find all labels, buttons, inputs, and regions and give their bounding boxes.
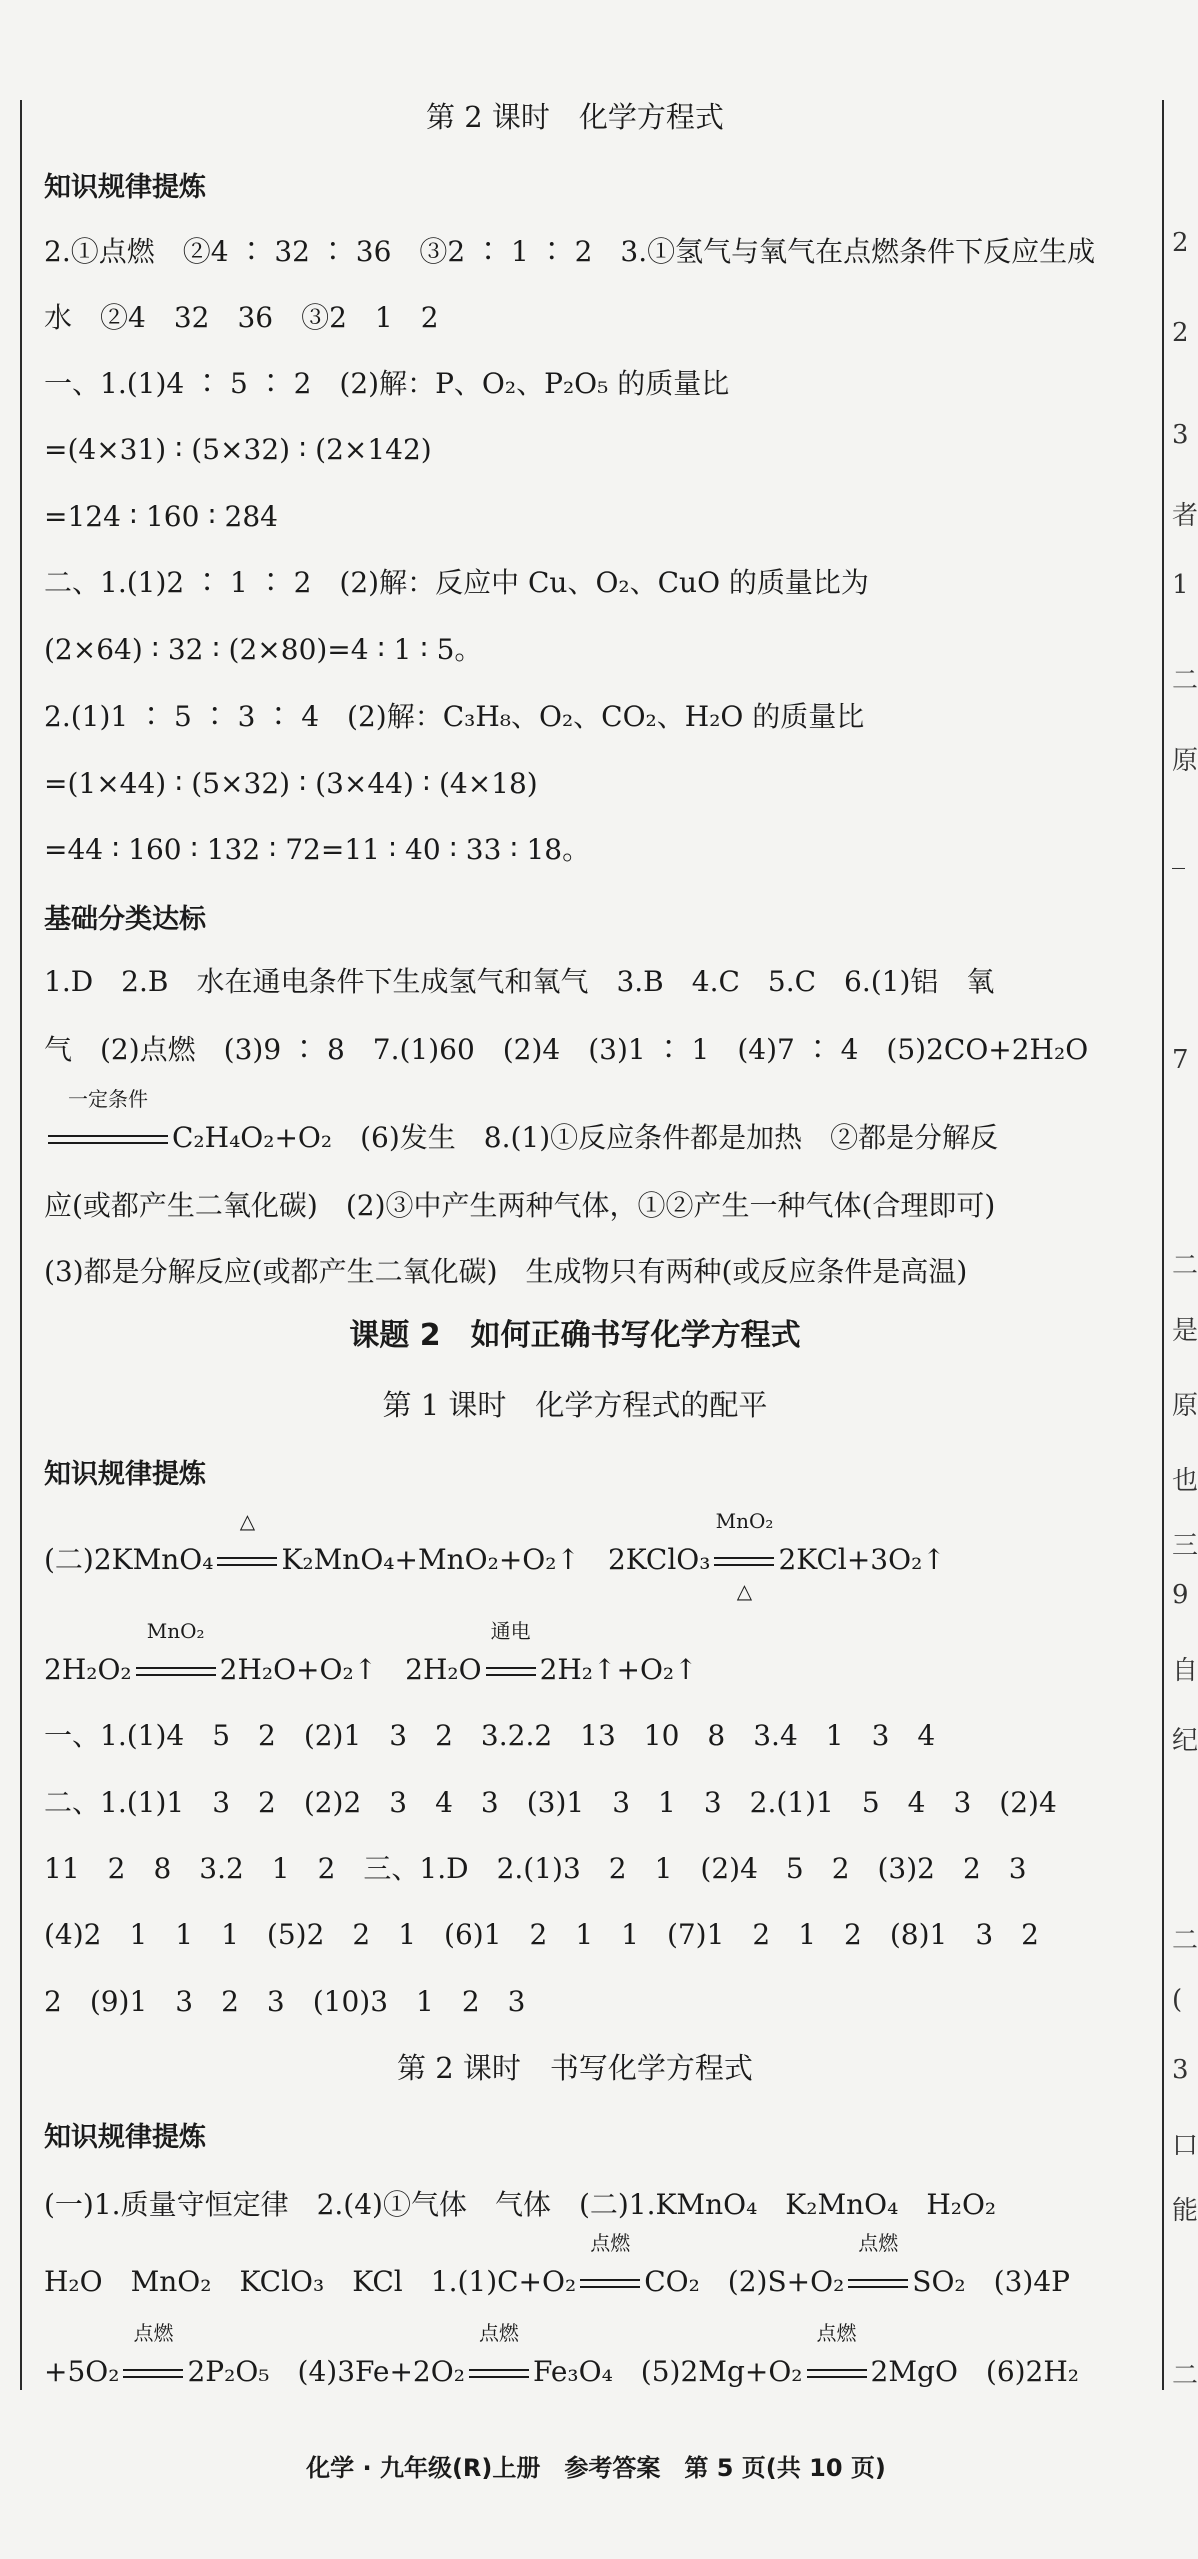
section-heading: 知识规律提炼 [44, 2122, 206, 2153]
right-edge-fragment: 2 [1172, 318, 1189, 348]
lesson-title: 第 2 课时 化学方程式 [426, 100, 724, 134]
right-edge-fragment: 9 [1172, 1580, 1189, 1610]
section-heading: 知识规律提炼 [44, 172, 206, 203]
right-edge-fragment: 能 [1172, 2196, 1198, 2226]
right-edge-fragment: 2 [1172, 228, 1189, 258]
right-edge-fragment: 二 [1172, 1926, 1198, 1956]
answer-text: SO₂ (3)4P [912, 2265, 1070, 2298]
page-footer: 化学 · 九年级(R)上册 参考答案 第 5 页(共 10 页) [306, 2454, 886, 2482]
answer-text: K₂MnO₄+MnO₂+O₂↑ 2KClO₃ [281, 1543, 711, 1576]
equation-line [44, 1619, 698, 1690]
answer-line: =(1×44) ∶ (5×32) ∶ (3×44) ∶ (4×18) [44, 767, 538, 800]
condition-label: △ [239, 1509, 256, 1533]
answer-line: 一、1.(1)4 5 2 (2)1 3 2 3.2.2 13 10 8 3.4 1 3 4 [44, 1719, 936, 1752]
answer-line: (2×64) ∶ 32 ∶ (2×80)=4 ∶ 1 ∶ 5。 [44, 633, 483, 666]
answer-line: (一)1.质量守恒定律 2.(4)①气体 气体 (二)1.KMnO₄ K₂MnO₄ H₂O₂ [44, 2188, 997, 2221]
equation-line [44, 1509, 946, 1603]
condition-label: △ [736, 1579, 753, 1603]
answer-line: 二、1.(1)2 ∶ 1 ∶ 2 (2)解：反应中 Cu、O₂、CuO 的质量比为 [44, 566, 869, 599]
answer-line: 2 (9)1 3 2 3 (10)3 1 2 3 [44, 1985, 526, 2018]
right-edge-fragment: 二 [1172, 666, 1198, 696]
right-edge-fragment: 7 [1172, 1045, 1189, 1075]
answer-text: C₂H₄O₂+O₂ (6)发生 8.(1)①反应条件都是加热 ②都是分解反 [172, 1121, 999, 1154]
right-edge-fragment: 三 [1172, 1531, 1198, 1561]
reaction-arrow [486, 1619, 536, 1690]
answer-line: 气 (2)点燃 (3)9 ∶ 8 7.(1)60 (2)4 (3)1 ∶ 1 (4)7 ∶ 4 (5)2CO+2H₂O [44, 1033, 1089, 1066]
answer-text: 2H₂↑+O₂↑ [539, 1653, 698, 1686]
answer-text: +5O₂ [44, 2355, 120, 2388]
condition-label: 一定条件 [68, 1087, 148, 1111]
right-edge-fragment: 二 [1172, 2361, 1198, 2391]
reaction-arrow [714, 1509, 774, 1603]
topic-title: 课题 2 如何正确书写化学方程式 [349, 1318, 801, 1353]
condition-label: 点燃 [858, 2231, 899, 2255]
left-column-rule [20, 100, 22, 2390]
reaction-arrow [123, 2321, 183, 2392]
right-edge-fragment: 1 [1172, 570, 1189, 600]
answer-text: (二)2KMnO₄ [44, 1543, 214, 1576]
right-edge-fragment: 也 [1172, 1466, 1198, 1496]
answer-text: H₂O MnO₂ KClO₃ KCl 1.(1)C+O₂ [44, 2265, 577, 2298]
right-edge-fragment: 二 [1172, 1251, 1198, 1281]
answer-line: 11 2 8 3.2 1 2 三、1.D 2.(1)3 2 1 (2)4 5 2 (3)2 2 3 [44, 1852, 1027, 1885]
answer-text: 2MgO (6)2H₂ [870, 2355, 1080, 2388]
right-edge-fragment: 3 [1172, 420, 1189, 450]
reaction-arrow [580, 2231, 640, 2302]
condition-label: 点燃 [478, 2321, 519, 2345]
answer-text: Fe₃O₄ (5)2Mg+O₂ [532, 2355, 803, 2388]
reaction-arrow [807, 2321, 867, 2392]
right-edge-fragment: 口 [1172, 2131, 1198, 2161]
answer-line: (3)都是分解反应(或都产生二氧化碳) 生成物只有两种(或反应条件是高温) [44, 1255, 968, 1288]
answer-line [44, 1087, 999, 1158]
lesson-title: 第 1 课时 化学方程式的配平 [382, 1388, 768, 1422]
right-edge-fragment: 原 [1172, 746, 1198, 776]
right-column-rule [1162, 100, 1164, 2390]
reaction-arrow [469, 2321, 529, 2392]
condition-label: 点燃 [590, 2231, 631, 2255]
equation-line [44, 2321, 1080, 2392]
right-edge-fragment: 纪 [1172, 1726, 1198, 1756]
answer-line: 2.①点燃 ②4 ∶ 32 ∶ 36 ③2 ∶ 1 ∶ 2 3.①氢气与氧气在点燃条件下反应生成 [44, 235, 1096, 268]
condition-label: 通电 [490, 1619, 531, 1643]
answer-text: CO₂ (2)S+O₂ [644, 2265, 845, 2298]
answer-line: 2.(1)1 ∶ 5 ∶ 3 ∶ 4 (2)解：C₃H₈、O₂、CO₂、H₂O 的质量比 [44, 700, 865, 733]
right-edge-fragment: 是 [1172, 1316, 1198, 1346]
answer-line: 应(或都产生二氧化碳) (2)③中产生两种气体，①②产生一种气体(合理即可) [44, 1189, 996, 1222]
answer-text: 2H₂O₂ [44, 1653, 132, 1686]
condition-label: MnO₂ [715, 1509, 774, 1533]
condition-label: 点燃 [816, 2321, 857, 2345]
answer-text: 2KCl+3O₂↑ [778, 1543, 946, 1576]
right-edge-fragment: ( [1172, 1985, 1183, 2015]
answer-text: 2H₂O+O₂↑ 2H₂O [219, 1653, 482, 1686]
right-edge-fragment: 3 [1172, 2055, 1189, 2085]
answer-line: =44 ∶ 160 ∶ 132 ∶ 72=11 ∶ 40 ∶ 33 ∶ 18。 [44, 833, 591, 866]
reaction-arrow [217, 1509, 277, 1580]
answer-line: 水 ②4 32 36 ③2 1 2 [44, 301, 439, 334]
condition-label: 点燃 [133, 2321, 174, 2345]
answer-line: =124 ∶ 160 ∶ 284 [44, 500, 278, 533]
condition-label: MnO₂ [146, 1619, 205, 1643]
answer-text: 2P₂O₅ (4)3Fe+2O₂ [187, 2355, 465, 2388]
equation-line [44, 2231, 1070, 2302]
answer-line: (4)2 1 1 1 (5)2 2 1 (6)1 2 1 1 (7)1 2 1 2 (8)1 3 2 [44, 1918, 1039, 1951]
answer-line: 二、1.(1)1 3 2 (2)2 3 4 3 (3)1 3 1 3 2.(1)1 5 4 3 (2)4 [44, 1786, 1057, 1819]
right-edge-fragment: _ [1172, 840, 1185, 870]
answer-line: 1.D 2.B 水在通电条件下生成氢气和氧气 3.B 4.C 5.C 6.(1)铝 氧 [44, 965, 995, 998]
reaction-arrow [136, 1619, 216, 1690]
reaction-arrow [48, 1087, 168, 1158]
right-edge-fragment: 自 [1172, 1656, 1198, 1686]
right-edge-fragment: 原 [1172, 1391, 1198, 1421]
section-heading: 知识规律提炼 [44, 1459, 206, 1490]
reaction-arrow [848, 2231, 908, 2302]
right-edge-fragment: 者 [1172, 501, 1198, 531]
answer-line: =(4×31) ∶ (5×32) ∶ (2×142) [44, 433, 432, 466]
lesson-title: 第 2 课时 书写化学方程式 [397, 2051, 753, 2085]
answer-line: 一、1.(1)4 ∶ 5 ∶ 2 (2)解：P、O₂、P₂O₅ 的质量比 [44, 367, 730, 400]
section-heading: 基础分类达标 [44, 904, 206, 935]
